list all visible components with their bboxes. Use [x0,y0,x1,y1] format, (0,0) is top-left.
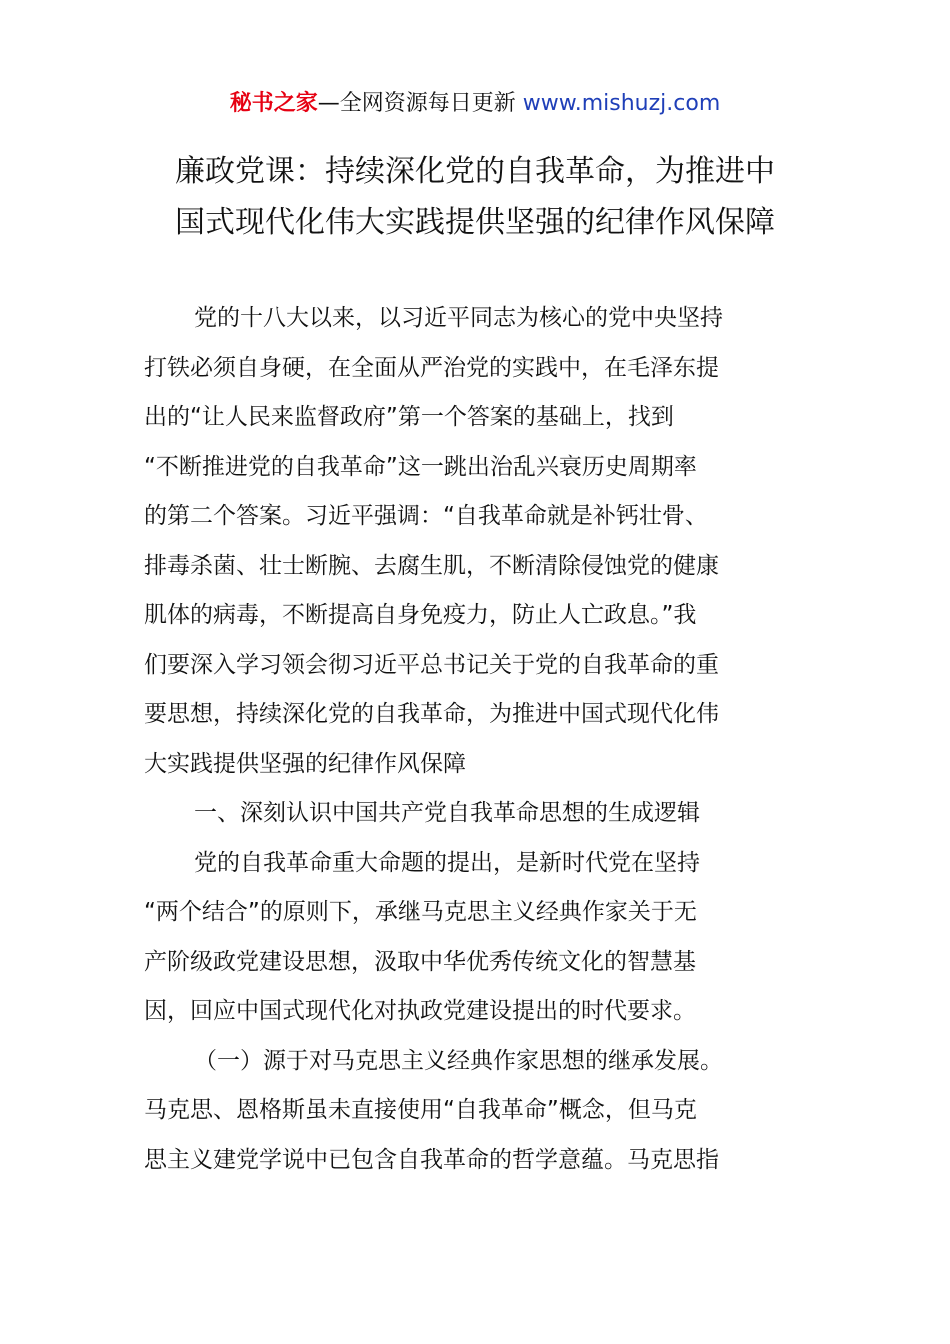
paragraph-line: 排毒杀菌、壮士断腕、去腐生肌，不断清除侵蚀党的健康 [144,552,719,579]
document-title [100,146,850,248]
paragraph-line: “两个结合”的原则下，承继马克思主义经典作家关于无 [144,899,697,925]
paragraph-line: 产阶级政党建设思想，汲取中华优秀传统文化的智慧基 [144,948,696,975]
paragraph-line: “不断推进党的自我革命”这一跳出治乱兴衰历史周期率 [144,453,697,480]
site-header [0,88,950,120]
paragraph-line: 党的十八大以来，以习近平同志为核心的党中央坚持 [194,305,723,331]
paragraph-line: 们要深入学习领会彻习近平总书记关于党的自我革命的重 [144,651,719,678]
document-body [144,294,808,1185]
section-heading: 一、深刻认识中国共产党自我革命思想的生成逻辑 [194,800,700,826]
paragraph-line: 因，回应中国式现代化对执政党建设提出的时代要求。 [144,998,696,1024]
title-line-2: 国式现代化伟大实践提供坚强的纪律作风保障 [175,205,775,240]
paragraph-line: 大实践提供坚强的纪律作风保障 [144,750,466,777]
paragraph-line: 出的“让人民来监督政府”第一个答案的基础上，找到 [144,404,674,430]
paragraph-line: 打铁必须自身硬，在全面从严治党的实践中，在毛泽东提 [144,354,719,381]
subsection-heading: （一）源于对马克思主义经典作家思想的继承发展。 [194,1047,723,1074]
title-line-1: 廉政党课：持续深化党的自我革命，为推进中 [175,154,775,189]
paragraph-line: 要思想，持续深化党的自我革命，为推进中国式现代化伟 [144,701,719,727]
paragraph-line: 的第二个答案。习近平强调：“自我革命就是补钙壮骨、 [144,503,708,529]
paragraph-line: 党的自我革命重大命题的提出，是新时代党在坚持 [194,849,700,876]
site-url-link[interactable]: www.mishuzj.com [522,91,721,116]
site-tagline: —全网资源每日更新 [317,91,523,116]
paragraph-line: 肌体的病毒，不断提高自身免疫力，防止人亡政息。”我 [144,602,697,628]
paragraph-line: 思主义建党学说中已包含自我革命的哲学意蕴。马克思指 [144,1146,719,1173]
paragraph-line: 马克思、恩格斯虽未直接使用“自我革命”概念，但马克 [144,1097,697,1123]
site-brand: 秘书之家 [229,91,318,116]
